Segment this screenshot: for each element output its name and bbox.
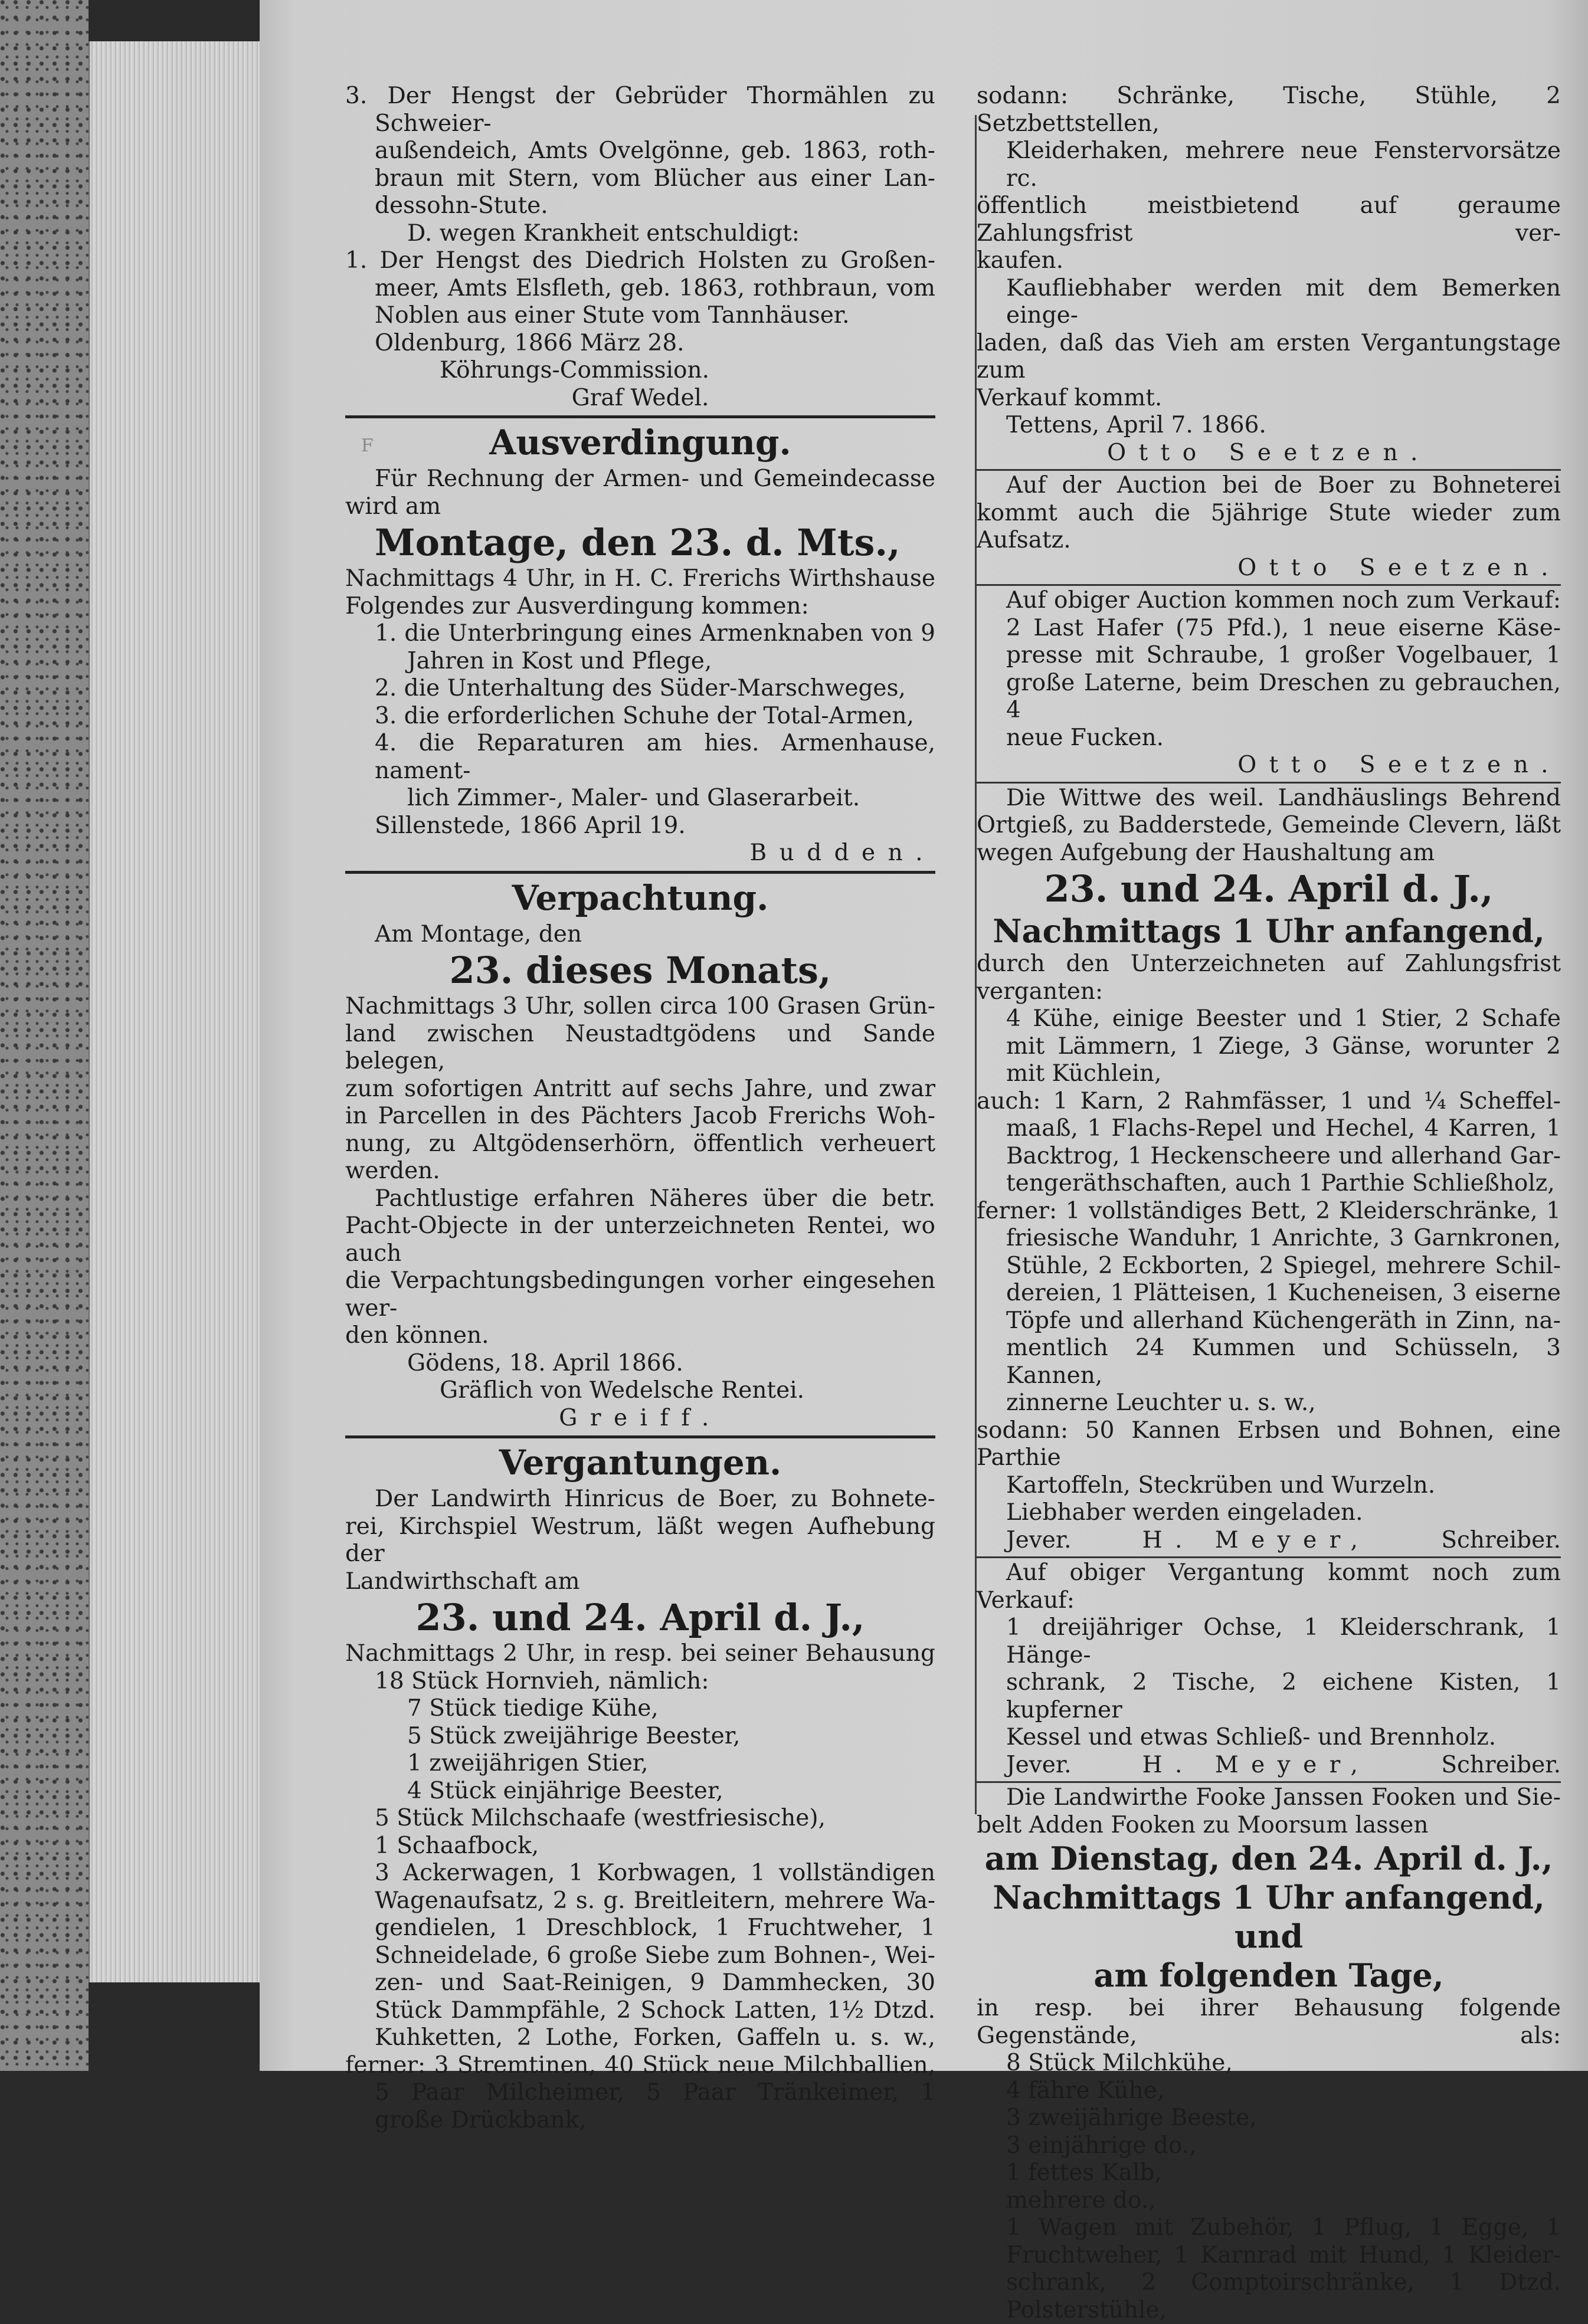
- book-edge: [0, 0, 89, 2071]
- text-line: Die Wittwe des weil. Landhäuslings Behrend: [1006, 784, 1561, 811]
- text-line: Ortgieß, zu Badderstede, Gemeinde Clevern, läßt: [977, 812, 1561, 838]
- text-line: Schneidelade, 6 große Siebe zum Bohnen-, Wei-: [375, 1942, 935, 1969]
- text-line: Am Montage, den: [375, 920, 582, 948]
- text-line: Pachtlustige erfahren Näheres über die betr.: [375, 1185, 935, 1212]
- text-line: Jahren in Kost und Pflege,: [407, 647, 712, 674]
- time-headline: am folgenden Tage,: [1093, 1956, 1444, 1994]
- list-item: mehrere do.,: [1006, 2187, 1156, 2214]
- section-heading: Ausverdingung.: [489, 422, 791, 463]
- list-item: 1 Wagen mit Zubehör, 1 Pflug, 1 Egge, 1: [1006, 2214, 1561, 2241]
- signature-title: Schreiber.: [1441, 1751, 1561, 1778]
- text-line: meer, Amts Elsfleth, geb. 1863, rothbraun, vom: [375, 274, 935, 301]
- section-rule: [977, 469, 1561, 471]
- text-line: maaß, 1 Flachs-Repel und Hechel, 4 Karren, 1: [1006, 1115, 1561, 1142]
- text-line: gendielen, 1 Dreschblock, 1 Fruchtweher, 1: [375, 1915, 935, 1941]
- text-line: schrank, 2 Comptoirschränke, 1 Dtzd. Polsterstühle,: [1006, 2269, 1561, 2323]
- date-headline: Montage, den 23. d. Mts.,: [375, 521, 901, 564]
- list-item: 1 Schaafbock,: [375, 1832, 539, 1859]
- text-line: die Verpachtungsbedingungen vorher eingesehen wer-: [345, 1267, 935, 1322]
- text-line: in resp. bei ihrer Behausung folgende Gegenstände, als:: [977, 1995, 1561, 2049]
- text-line: laden, daß das Vieh am ersten Vergantungstage zum: [977, 329, 1561, 383]
- text-line: außendeich, Amts Ovelgönne, geb. 1863, roth-: [375, 137, 935, 164]
- text-line: schrank, 2 Tische, 2 eichene Kisten, 1 kupferner: [1006, 1669, 1561, 1723]
- list-item: 3 einjährige do.,: [1006, 2132, 1197, 2159]
- section-heading: Verpachtung.: [512, 877, 769, 918]
- text-line: 1. Der Hengst des Diedrich Holsten zu Großen-: [345, 247, 935, 274]
- left-column: [345, 83, 935, 2134]
- text-line: Folgendes zur Ausverdingung kommen:: [345, 592, 809, 619]
- text-line: Auf obiger Vergantung kommt noch zum: [1006, 1559, 1561, 1586]
- text-line: Auf obiger Auction kommen noch zum Verkauf:: [1006, 587, 1561, 614]
- text-line: Fruchtweher, 1 Karnrad mit Hund, 1 Kleider-: [1006, 2241, 1561, 2269]
- text-line: ferner: 1 vollständiges Bett, 2 Kleiderschränke, 1: [977, 1197, 1561, 1224]
- text-line: mit Küchlein,: [1006, 1060, 1162, 1087]
- text-line: Noblen aus einer Stute vom Tannhäuser.: [375, 302, 850, 329]
- text-line: Kessel und etwas Schließ- und Brennholz.: [1006, 1724, 1497, 1751]
- signature: H. Meyer,: [1142, 1751, 1371, 1778]
- text-line: öffentlich meistbietend auf geraume Zahlungsfrist ver-: [977, 192, 1561, 247]
- text-line: Sillenstede, 1866 April 19.: [375, 812, 686, 839]
- text-line: Stühle, 2 Eckborten, 2 Spiegel, mehrere Schil-: [1006, 1252, 1561, 1279]
- place: Jever.: [1006, 1751, 1072, 1778]
- text-line: Gödens, 18. April 1866.: [407, 1349, 683, 1376]
- time-headline: Nachmittags 1 Uhr anfangend, und: [993, 1879, 1545, 1955]
- text-line: dessohn-Stute.: [375, 192, 548, 219]
- text-line: durch den Unterzeichneten auf Zahlungsfrist verganten:: [977, 950, 1561, 1005]
- text-line: große Laterne, beim Dreschen zu gebrauchen, 4: [1006, 669, 1561, 723]
- text-line: große Drückbank,: [375, 2106, 587, 2133]
- signature-line: [977, 1527, 1561, 1555]
- place: Jever.: [1006, 1526, 1072, 1553]
- text-line: friesische Wanduhr, 1 Anrichte, 3 Garnkronen,: [1006, 1225, 1561, 1251]
- date-headline: 23. und 24. April d. J.,: [415, 1596, 865, 1639]
- list-item: 4 Kühe, einige Beester und 1 Stier, 2 Schafe: [1006, 1005, 1561, 1032]
- text-line: belt Adden Fooken zu Moorsum lassen: [977, 1811, 1429, 1838]
- text-line: neue Fucken.: [1006, 724, 1164, 751]
- time-headline: Nachmittags 1 Uhr anfangend,: [993, 912, 1545, 950]
- text-line: Köhrungs-Commission.: [440, 357, 709, 383]
- text-line: tengeräthschaften, auch 1 Parthie Schließholz,: [1006, 1170, 1555, 1197]
- text-line: Kuhketten, 2 Lothe, Forken, Gaffeln u. s. w.,: [375, 2024, 935, 2051]
- section-rule: [977, 584, 1561, 586]
- text-line: 3. Der Hengst der Gebrüder Thormählen zu Schweier-: [345, 83, 935, 137]
- text-line: Nachmittags 3 Uhr, sollen circa 100 Grasen Grün-: [345, 993, 935, 1020]
- text-line: Wagenaufsatz, 2 s. g. Breitleitern, mehrere Wa-: [375, 1887, 935, 1914]
- list-item: 2 Last Hafer (75 Pfd.), 1 neue eiserne Käse-: [1006, 614, 1561, 641]
- text-line: Liebhaber werden eingeladen.: [1006, 1499, 1363, 1526]
- date-headline: 23. und 24. April d. J.,: [1044, 867, 1494, 910]
- right-column: [977, 83, 1561, 2324]
- list-item: 3 zweijährige Beeste,: [1006, 2105, 1257, 2131]
- section-rule: [345, 871, 935, 874]
- text-line: Nachmittags 4 Uhr, in H. C. Frerichs Wirthshause: [345, 565, 935, 592]
- text-line: 18 Stück Hornvieh, nämlich:: [375, 1667, 709, 1694]
- text-line: presse mit Schraube, 1 großer Vogelbauer, 1: [1006, 642, 1561, 668]
- text-line: zen- und Saat-Reinigen, 9 Dammhecken, 30: [375, 1969, 935, 1996]
- text-line: zinnerne Leuchter u. s. w.,: [1006, 1389, 1316, 1416]
- text-line: Oldenburg, 1866 März 28.: [375, 329, 685, 356]
- section-rule: [977, 1781, 1561, 1783]
- list-item: 1 fettes Kalb,: [1006, 2159, 1162, 2186]
- text-line: 5 Paar Milcheimer, 5 Paar Tränkeimer, 1: [375, 2079, 935, 2106]
- text-line: auch: 1 Karn, 2 Rahmfässer, 1 und ¼ Scheffel-: [977, 1087, 1561, 1115]
- text-line: sodann: 50 Kannen Erbsen und Bohnen, eine Parthie: [977, 1417, 1561, 1471]
- list-item: 1 dreijähriger Ochse, 1 Kleiderschrank, 1 Hänge-: [1006, 1614, 1561, 1669]
- text-line: den können.: [345, 1322, 489, 1349]
- text-line: Verkauf:: [977, 1587, 1075, 1614]
- text-line: wird am: [345, 493, 441, 520]
- text-line: Kleiderhaken, mehrere neue Fenstervorsätze rc.: [1006, 137, 1561, 192]
- text-line: kaufen.: [977, 247, 1064, 274]
- text-line: Tettens, April 7. 1866.: [1006, 412, 1266, 438]
- signature: H. Meyer,: [1142, 1526, 1371, 1553]
- list-item: 1. die Unterbringung eines Armenknaben von 9: [375, 620, 935, 647]
- date-headline: am Dienstag, den 24. April d. J.,: [984, 1840, 1553, 1877]
- section-heading: Vergantungen.: [499, 1443, 782, 1483]
- list-item: 4. die Reparaturen am hies. Armenhause, nament-: [375, 730, 935, 784]
- section-rule: [977, 1556, 1561, 1558]
- text-line: mit Lämmern, 1 Ziege, 3 Gänse, worunter 2: [1006, 1032, 1561, 1060]
- list-item: 2. die Unterhaltung des Süder-Marschweges,: [375, 675, 906, 702]
- signature: Budden.: [749, 840, 935, 866]
- text-line: Kartoffeln, Steckrüben und Wurzeln.: [1006, 1471, 1436, 1499]
- section-rule: [977, 782, 1561, 784]
- text-line: lich Zimmer-, Maler- und Glaserarbeit.: [407, 785, 860, 811]
- text-line: wegen Aufgebung der Haushaltung am: [977, 839, 1435, 866]
- signature: Graf Wedel.: [571, 384, 709, 411]
- text-line: in Parcellen in des Pächters Jacob Frerichs Woh-: [345, 1103, 935, 1129]
- text-line: Die Landwirthe Fooke Janssen Fooken und Sie-: [1006, 1784, 1561, 1811]
- text-line: Stück Dammpfähle, 2 Schock Latten, 1½ Dtzd.: [375, 1997, 935, 2024]
- text-line: Gräflich von Wedelsche Rentei.: [440, 1377, 805, 1404]
- text-line: dereien, 1 Plätteisen, 1 Kucheneisen, 3 eiserne: [1006, 1280, 1561, 1306]
- section-rule: [345, 1435, 935, 1438]
- date-headline: 23. dieses Monats,: [449, 949, 831, 992]
- list-item: 7 Stück tiedige Kühe,: [407, 1695, 659, 1722]
- list-item: 5 Stück zweijährige Beester,: [407, 1722, 741, 1749]
- text-line: sodann: Schränke, Tische, Stühle, 2 Setzbettstellen,: [977, 83, 1561, 137]
- list-item: 3. die erforderlichen Schuhe der Total-Armen,: [375, 702, 914, 729]
- text-line: Töpfe und allerhand Küchengeräth in Zinn, na-: [1006, 1307, 1561, 1334]
- text-line: ferner: 3 Stremtinen, 40 Stück neue Milchballien,: [345, 2051, 935, 2079]
- text-line: Auf der Auction bei de Boer zu Bohneterei: [1006, 472, 1561, 499]
- text-line: Nachmittags 2 Uhr, in resp. bei seiner Behausung: [345, 1640, 935, 1667]
- list-item: 1 zweijährigen Stier,: [407, 1750, 649, 1776]
- list-item: 5 Stück Milchschaafe (westfriesische),: [375, 1805, 826, 1831]
- section-rule: [345, 415, 935, 418]
- list-item: 3 Ackerwagen, 1 Korbwagen, 1 vollständigen: [375, 1860, 935, 1886]
- text-line: rei, Kirchspiel Westrum, läßt wegen Aufhebung der: [345, 1513, 935, 1567]
- signature-line: [977, 1752, 1561, 1779]
- text-line: mentlich 24 Kummen und Schüsseln, 3 Kannen,: [1006, 1335, 1561, 1389]
- text-line: braun mit Stern, vom Blücher aus einer Lan-: [375, 165, 935, 192]
- page-stack: [89, 41, 261, 1982]
- list-item: 4 fähre Kühe,: [1006, 2077, 1165, 2104]
- signature: Otto Seetzen.: [1237, 752, 1561, 778]
- list-item: 8 Stück Milchkühe,: [1006, 2050, 1233, 2076]
- signature-title: Schreiber.: [1441, 1526, 1561, 1553]
- signature: Otto Seetzen.: [1107, 439, 1430, 466]
- pencil-mark: F: [361, 435, 374, 456]
- text-line: Der Landwirth Hinricus de Boer, zu Bohnete-: [375, 1486, 935, 1512]
- text-line: Backtrog, 1 Heckenscheere und allerhand Gar-: [1006, 1142, 1561, 1169]
- text-line: kommt auch die 5jährige Stute wieder zum Aufsatz.: [977, 499, 1561, 553]
- text-line: land zwischen Neustadtgödens und Sande belegen,: [345, 1020, 935, 1074]
- signature: Greiff.: [559, 1404, 722, 1431]
- text-line: Verkauf kommt.: [977, 384, 1163, 411]
- text-line: Kaufliebhaber werden mit dem Bemerken einge-: [1006, 274, 1561, 329]
- list-item: 4 Stück einjährige Beester,: [407, 1777, 723, 1804]
- text-line: zum sofortigen Antritt auf sechs Jahre, und zwar: [345, 1075, 935, 1102]
- text-line: nung, zu Altgödenserhörn, öffentlich verheuert werden.: [345, 1130, 935, 1184]
- signature: Otto Seetzen.: [1237, 554, 1561, 581]
- text-line: D. wegen Krankheit entschuldigt:: [407, 219, 800, 247]
- text-line: Für Rechnung der Armen- und Gemeindecasse: [375, 466, 935, 492]
- text-line: Pacht-Objecte in der unterzeichneten Rentei, wo auch: [345, 1212, 935, 1267]
- text-line: Landwirthschaft am: [345, 1568, 580, 1595]
